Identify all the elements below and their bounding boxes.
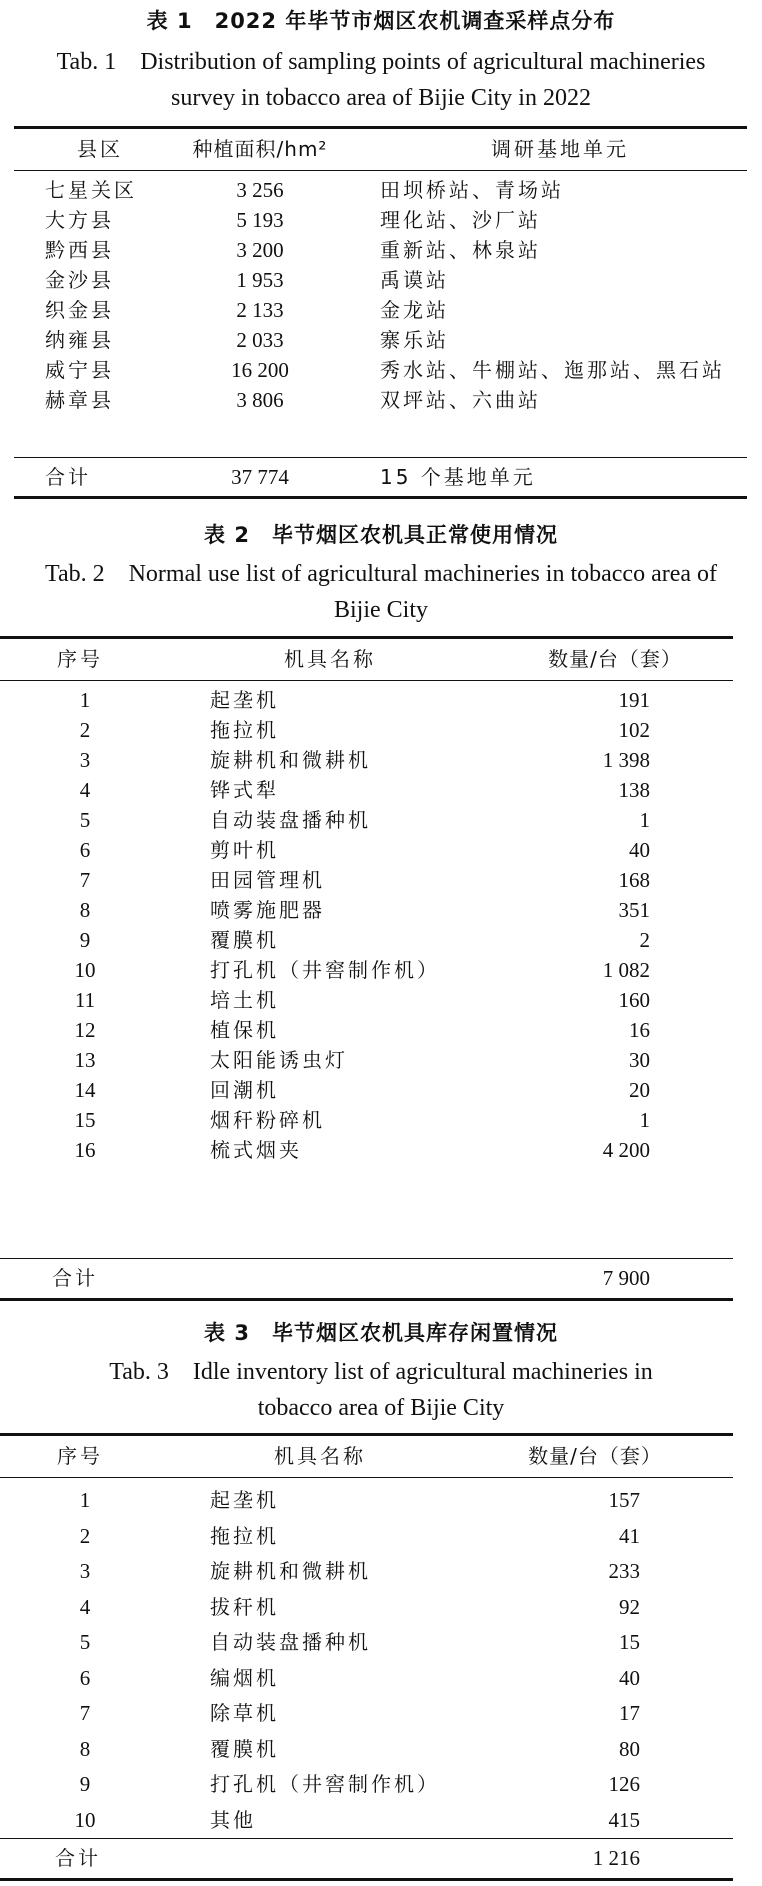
table-3-total-qty: 1 216 [592, 1846, 640, 1870]
serial-number-cell: 15 [74, 1108, 96, 1132]
machine-name-cell: 起垄机 [210, 688, 279, 712]
serial-number-cell: 9 [79, 928, 91, 952]
serial-number-cell: 2 [79, 1524, 91, 1548]
serial-number-cell: 10 [74, 1808, 96, 1832]
serial-number-cell: 10 [74, 958, 96, 982]
machine-name-cell: 太阳能诱虫灯 [210, 1048, 348, 1072]
machine-name-cell: 起垄机 [210, 1488, 279, 1512]
machine-name-cell: 喷雾施肥器 [210, 898, 325, 922]
table-2-top-rule [0, 636, 733, 639]
base-unit-cell: 秀水站、牛棚站、迤那站、黑石站 [380, 358, 725, 382]
table-3-header-rule [0, 1477, 733, 1478]
area-cell: 16 200 [231, 358, 289, 382]
quantity-cell: 16 [629, 1018, 650, 1042]
table-2-header-rule [0, 680, 733, 681]
quantity-cell: 233 [608, 1559, 640, 1583]
quantity-cell: 80 [619, 1737, 640, 1761]
table-1-bottom-rule [14, 496, 747, 499]
table-2-total-qty: 7 900 [602, 1266, 650, 1290]
table-2-total-rule [0, 1258, 733, 1259]
table-3-top-rule [0, 1433, 733, 1436]
machine-name-cell: 植保机 [210, 1018, 279, 1042]
quantity-cell: 138 [618, 778, 650, 802]
quantity-cell: 17 [619, 1701, 640, 1725]
serial-number-cell: 2 [79, 718, 91, 742]
machine-name-cell: 编烟机 [210, 1666, 279, 1690]
table-2-header-qty: 数量/台（套） [548, 647, 682, 671]
area-cell: 3 806 [236, 388, 284, 412]
serial-number-cell: 4 [79, 1595, 91, 1619]
table-2-title-en-line-2: Bijie City [333, 597, 428, 623]
table-1-total-area: 37 774 [231, 465, 289, 489]
table-1-total-label: 合计 [45, 465, 91, 489]
county-cell: 织金县 [45, 298, 114, 322]
quantity-cell: 40 [629, 838, 650, 862]
county-cell: 威宁县 [45, 358, 114, 382]
quantity-cell: 4 200 [602, 1138, 650, 1162]
table-1-total-base: 15 个基地单元 [380, 465, 536, 489]
machine-name-cell: 覆膜机 [210, 928, 279, 952]
machine-name-cell: 除草机 [210, 1701, 279, 1725]
area-cell: 3 256 [236, 178, 284, 202]
county-cell: 七星关区 [45, 178, 137, 202]
machine-name-cell: 自动装盘播种机 [210, 1630, 371, 1654]
quantity-cell: 40 [619, 1666, 640, 1690]
serial-number-cell: 14 [74, 1078, 96, 1102]
quantity-cell: 20 [629, 1078, 650, 1102]
machine-name-cell: 剪叶机 [210, 838, 279, 862]
quantity-cell: 1 398 [602, 748, 650, 772]
base-unit-cell: 禹谟站 [380, 268, 449, 292]
quantity-cell: 92 [619, 1595, 640, 1619]
serial-number-cell: 12 [74, 1018, 96, 1042]
table-2-title-en-line-1: Tab. 2 Normal use list of agricultural machineries in tobacco area of [44, 561, 718, 587]
machine-name-cell: 其他 [210, 1808, 256, 1832]
table-1-header-base: 调研基地单元 [491, 137, 629, 161]
base-unit-cell: 金龙站 [380, 298, 449, 322]
machine-name-cell: 旋耕机和微耕机 [210, 1559, 371, 1583]
quantity-cell: 2 [639, 928, 650, 952]
quantity-cell: 157 [608, 1488, 640, 1512]
serial-number-cell: 7 [79, 868, 91, 892]
machine-name-cell: 覆膜机 [210, 1737, 279, 1761]
serial-number-cell: 4 [79, 778, 91, 802]
table-3-header-no: 序号 [57, 1444, 103, 1468]
base-unit-cell: 田坝桥站、青场站 [380, 178, 564, 202]
quantity-cell: 1 [639, 1108, 650, 1132]
quantity-cell: 160 [618, 988, 650, 1012]
table-2-total-label: 合计 [52, 1266, 98, 1290]
table-3-header-name: 机具名称 [274, 1444, 366, 1468]
table-3-bottom-rule [0, 1878, 733, 1881]
table-1-header-rule [14, 170, 747, 171]
serial-number-cell: 16 [74, 1138, 96, 1162]
county-cell: 黔西县 [45, 238, 114, 262]
area-cell: 3 200 [236, 238, 284, 262]
table-2-header-no: 序号 [57, 647, 103, 671]
quantity-cell: 191 [618, 688, 650, 712]
serial-number-cell: 9 [79, 1772, 91, 1796]
serial-number-cell: 11 [74, 988, 96, 1012]
base-unit-cell: 双坪站、六曲站 [380, 388, 541, 412]
table-2-title-zh: 表 2 毕节烟区农机具正常使用情况 [204, 523, 558, 547]
quantity-cell: 126 [608, 1772, 640, 1796]
table-3-title-en-line-2: tobacco area of Bijie City [257, 1395, 505, 1421]
serial-number-cell: 8 [79, 1737, 91, 1761]
quantity-cell: 1 082 [602, 958, 650, 982]
quantity-cell: 415 [608, 1808, 640, 1832]
county-cell: 纳雍县 [45, 328, 114, 352]
machine-name-cell: 回潮机 [210, 1078, 279, 1102]
table-3-title-en-line-1: Tab. 3 Idle inventory list of agricultural machineries in [109, 1359, 653, 1385]
table-3-total-rule [0, 1838, 733, 1839]
table-2-bottom-rule [0, 1298, 733, 1301]
table-1-header-county: 县区 [77, 137, 123, 161]
quantity-cell: 168 [618, 868, 650, 892]
machine-name-cell: 打孔机（井窖制作机） [210, 958, 440, 982]
table-1-total-rule [14, 457, 747, 458]
base-unit-cell: 寨乐站 [380, 328, 449, 352]
table-3-header-qty: 数量/台（套） [528, 1444, 662, 1468]
serial-number-cell: 5 [79, 1630, 91, 1654]
table-1-title-en-line-1: Tab. 1 Distribution of sampling points of agricultural machineries [56, 49, 706, 75]
quantity-cell: 15 [619, 1630, 640, 1654]
machine-name-cell: 拔秆机 [210, 1595, 279, 1619]
machine-name-cell: 田园管理机 [210, 868, 325, 892]
area-cell: 5 193 [236, 208, 284, 232]
serial-number-cell: 13 [74, 1048, 96, 1072]
base-unit-cell: 重新站、林泉站 [380, 238, 541, 262]
table-1-title-zh: 表 1 2022 年毕节市烟区农机调查采样点分布 [146, 9, 616, 33]
machine-name-cell: 烟秆粉碎机 [210, 1108, 325, 1132]
area-cell: 2 133 [236, 298, 284, 322]
serial-number-cell: 5 [79, 808, 91, 832]
quantity-cell: 1 [639, 808, 650, 832]
table-3-title-zh: 表 3 毕节烟区农机具库存闲置情况 [204, 1321, 558, 1345]
serial-number-cell: 3 [79, 1559, 91, 1583]
serial-number-cell: 1 [79, 688, 91, 712]
serial-number-cell: 3 [79, 748, 91, 772]
serial-number-cell: 6 [79, 1666, 91, 1690]
table-1-top-rule [14, 126, 747, 129]
machine-name-cell: 自动装盘播种机 [210, 808, 371, 832]
area-cell: 1 953 [236, 268, 284, 292]
machine-name-cell: 旋耕机和微耕机 [210, 748, 371, 772]
machine-name-cell: 培土机 [210, 988, 279, 1012]
machine-name-cell: 梳式烟夹 [210, 1138, 302, 1162]
area-cell: 2 033 [236, 328, 284, 352]
quantity-cell: 41 [619, 1524, 640, 1548]
machine-name-cell: 铧式犁 [210, 778, 279, 802]
quantity-cell: 102 [618, 718, 650, 742]
machine-name-cell: 拖拉机 [210, 718, 279, 742]
table-1-title-en-line-2: survey in tobacco area of Bijie City in 2022 [171, 85, 591, 111]
serial-number-cell: 6 [79, 838, 91, 862]
table-2-header-name: 机具名称 [284, 647, 376, 671]
county-cell: 大方县 [45, 208, 114, 232]
quantity-cell: 351 [618, 898, 650, 922]
machine-name-cell: 拖拉机 [210, 1524, 279, 1548]
county-cell: 赫章县 [45, 388, 114, 412]
serial-number-cell: 1 [79, 1488, 91, 1512]
table-1-header-area: 种植面积/hm² [192, 137, 328, 161]
serial-number-cell: 8 [79, 898, 91, 922]
county-cell: 金沙县 [45, 268, 114, 292]
base-unit-cell: 理化站、沙厂站 [380, 208, 541, 232]
table-3-total-label: 合计 [55, 1846, 101, 1870]
serial-number-cell: 7 [79, 1701, 91, 1725]
quantity-cell: 30 [629, 1048, 650, 1072]
machine-name-cell: 打孔机（井窖制作机） [210, 1772, 440, 1796]
